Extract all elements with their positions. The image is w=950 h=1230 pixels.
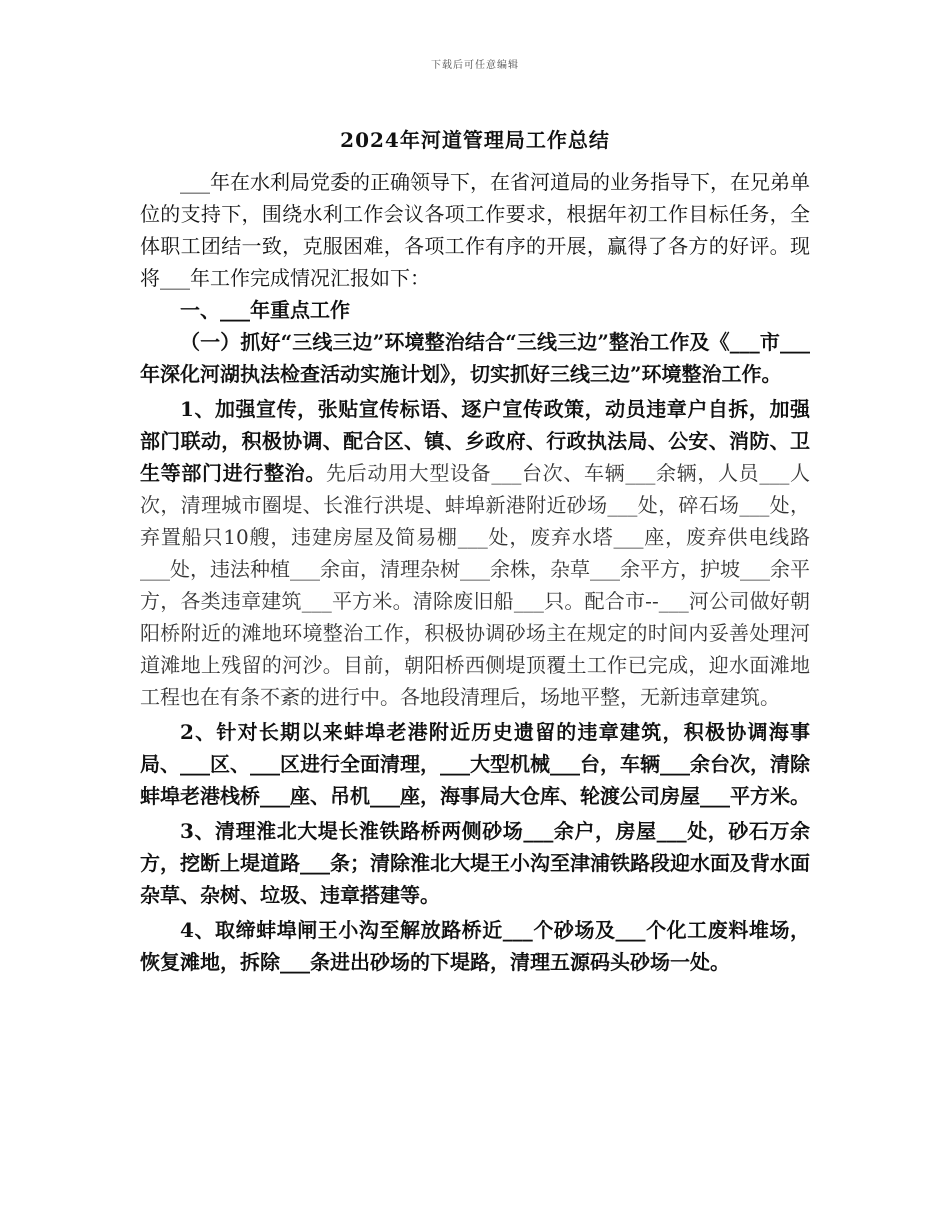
subsection-1-heading: （一）抓好“三线三边”环境整治结合“三线三边”整治工作及《___市___年深化河湖执法检查活动实施计划》，切实抓好三线三边”环境整治工作。: [140, 330, 810, 386]
item-4-paragraph: 4、取缔蚌埠闸王小沟至解放路桥近___个砂场及___个化工废料堆场，恢复滩地，拆除___条进出砂场的下堤路，清理五源码头砂场一处。: [140, 918, 810, 974]
document-title: 2024年河道管理局工作总结: [340, 128, 610, 152]
page-header-note: 下载后可任意编辑: [431, 60, 519, 71]
item-1-paragraph: [140, 393, 810, 713]
section-1-heading: 一、___年重点工作: [180, 298, 350, 322]
item-2-paragraph: 2、针对长期以来蚌埠老港附近历史遗留的违章建筑，积极协调海事局、___区、___区进行全面清理，___大型机械___台，车辆___余台次，清除蚌埠老港栈桥___座、吊机___座，海事局大仓库、轮渡公司房屋___平方米。: [140, 720, 810, 808]
intro-paragraph: ___年在水利局党委的正确领导下，在省河道局的业务指导下，在兄弟单位的支持下，围绕水利工作会议各项工作要求，根据年初工作目标任务，全体职工团结一致，克服困难，各项工作有序的开展，赢得了各方的好评。现将___年工作完成情况汇报如下：: [140, 170, 810, 290]
item-3-paragraph: 3、清理淮北大堤长淮铁路桥两侧砂场___余户，房屋___处，砂石万余方，挖断上堤道路___条；清除淮北大堤王小沟至津浦铁路段迎水面及背水面杂草、杂树、垃圾、违章搭建等。: [140, 819, 810, 907]
document-body: [140, 166, 810, 978]
item-1-normal-text: 先后动用大型设备___台次、车辆___余辆，人员___人次，清理城市圈堤、长淮行洪堤、蚌埠新港附近砂场___处，碎石场___处，弃置船只10艘，违建房屋及简易棚___处，废弃水塔___座，废弃供电线路___处，违法种植___余亩，清理杂树___余株，杂草___余平方，护坡___余平方，各类违章建筑___平方米。清除废旧船___只。配合市--___河公司做好朝阳桥附近的滩地环境整治工作，积极协调砂场主在规定的时间内妥善处理河道滩地上残留的河沙。目前，朝阳桥西侧堤顶覆土工作已完成，迎水面滩地工程也在有条不紊的进行中。各地段清理后，场地平整，无新违章建筑。: [140, 461, 810, 709]
item-1-bold-text: 1、加强宣传，张贴宣传标语、逐户宣传政策，动员违章户自拆，加强部门联动，积极协调、配合区、镇、乡政府、行政执法局、公安、消防、卫生等部门进行整治。: [140, 397, 810, 485]
